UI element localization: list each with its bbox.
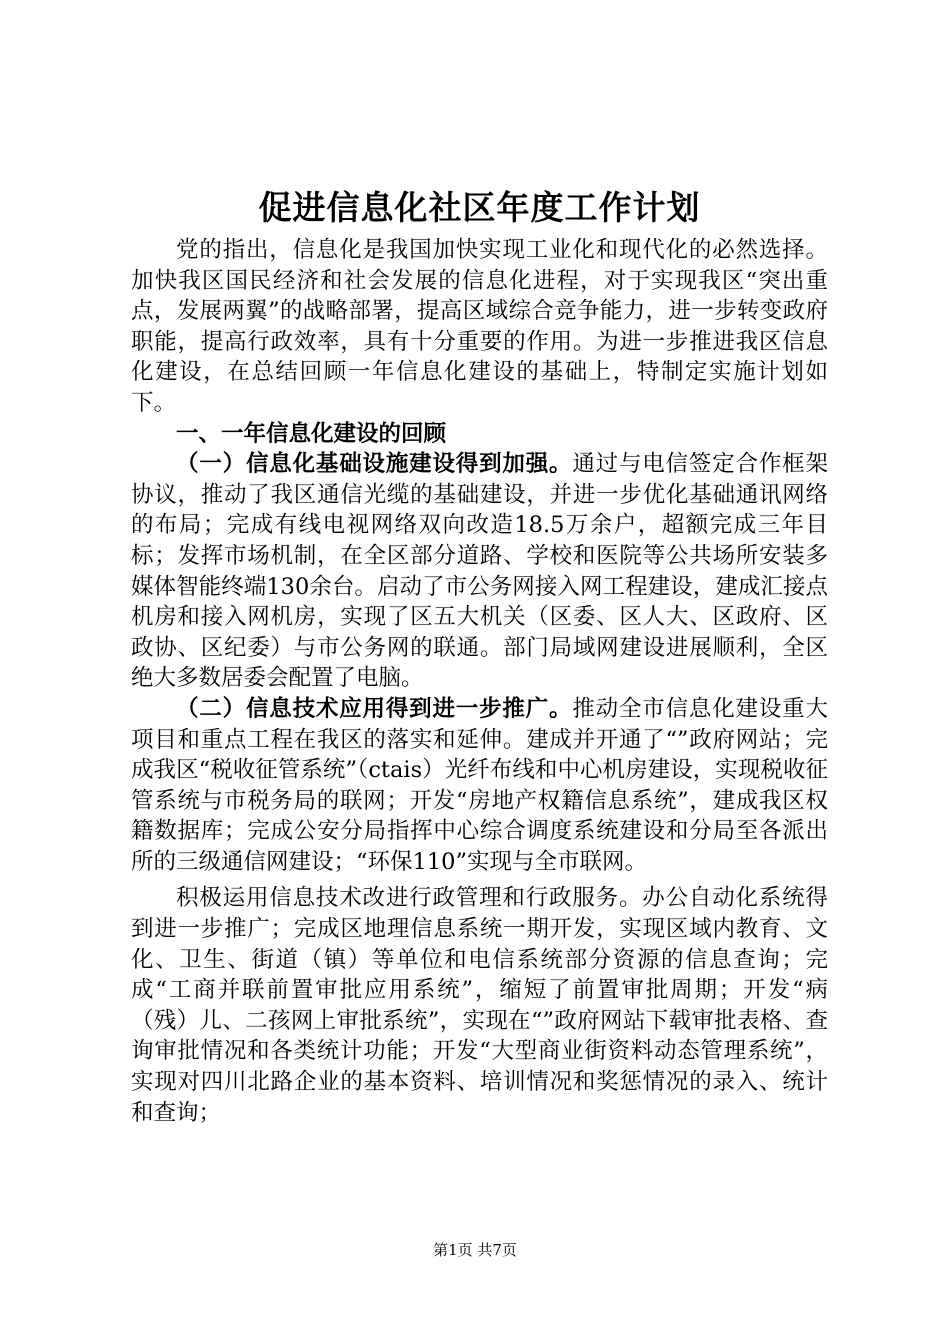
admin-services-paragraph: 积极运用信息技术改进行政管理和行政服务。办公自动化系统得到进一步推广；完成区地理信息系统一期开发，实现区域内教育、文化、卫生、街道（镇）等单位和电信系统部分资源的信息查询；完成“工商并联前置审批应用系统”，缩短了前置审批周期；开发“病（残）儿、二孩网上审批系统”，实现在“”政府网站下载审批表格、查询审批情况和各类统计功能；开发“大型商业街资料动态管理系统”，实现对四川北路企业的基本资料、培训情况和奖惩情况的录入、统计和查询； [131,885,828,1126]
intro-paragraph: 党的指出，信息化是我国加快实现工业化和现代化的必然选择。加快我区国民经济和社会发展的信息化进程，对于实现我区“突出重点，发展两翼”的战略部署，提高区域综合竞争能力，进一步转变政府职能，提高行政效率，具有十分重要的作用。为进一步推进我区信息化建设，在总结回顾一年信息化建设的基础上，特制定实施计划如下。 [131,237,828,416]
section-heading: 一、一年信息化建设的回顾 [176,420,447,447]
document-title: 促进信息化社区年度工作计划 [258,188,701,227]
subsection-1-paragraph [131,449,828,694]
document-page [131,185,828,1128]
subsection-2-lead: （二）信息技术应用得到进一步推广。 [176,695,573,722]
subsection-2-paragraph [131,694,828,878]
page-footer: 第1页 共7页 [433,1241,517,1259]
subsection-1-lead: （一）信息化基础设施建设得到加强。 [176,451,573,478]
subsection-1-body: 通过与电信签定合作框架协议，推动了我区通信光缆的基础建设，并进一步优化基础通讯网络的布局；完成有线电视网络双向改造18.5万余户，超额完成三年目标；发挥市场机制，在全区部分道路、学校和医院等公共场所安装多媒体智能终端130余台。启动了市公务网接入网工程建设，建成汇接点机房和接入网机房，实现了区五大机关（区委、区人大、区政府、区政协、区纪委）与市公务网的联通。部门局域网建设进展顺利，全区绝大多数居委会配置了电脑。 [131,451,828,692]
subsection-2-body: 推动全市信息化建设重大项目和重点工程在我区的落实和延伸。建成并开通了“”政府网站；完成我区“税收征管系统”（ctais）光纤布线和中心机房建设，实现税收征管系统与市税务局的联网；开发“房地产权籍信息系统”，建成我区权籍数据库；完成公安分局指挥中心综合调度系统建设和分局至各派出所的三级通信网建设；“环保110”实现与全市联网。 [131,695,828,875]
